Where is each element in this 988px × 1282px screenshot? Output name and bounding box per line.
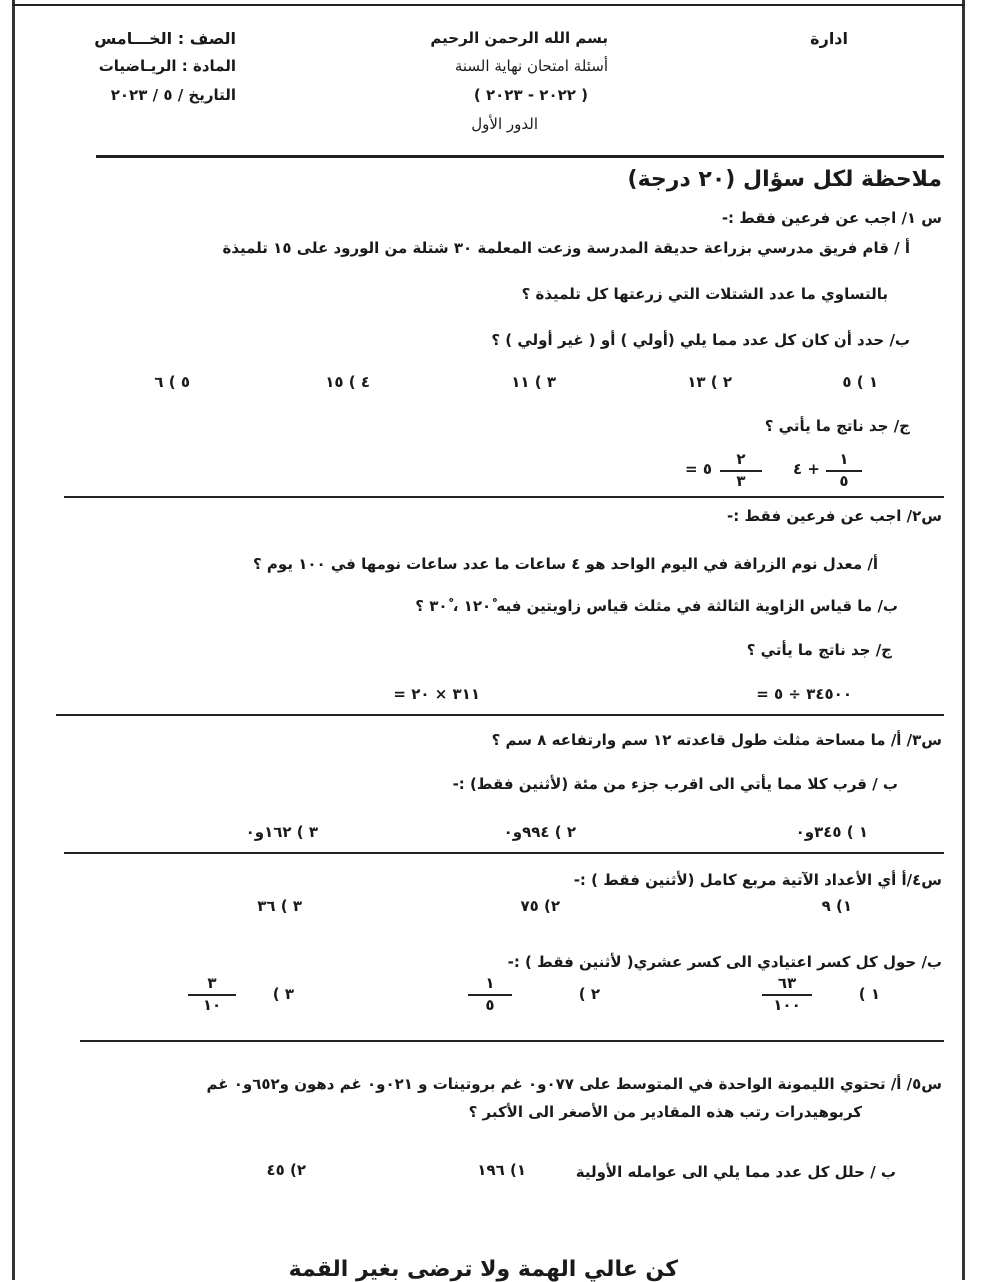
q1-b: ب/ حدد أن كان كل عدد مما يلي (أولي ) أو ( غير أولي ) ؟ <box>491 331 910 349</box>
left-border <box>12 0 15 1280</box>
subject-label: المادة : الريـاضيات <box>98 57 236 75</box>
q2-divider <box>56 714 944 716</box>
q1-b-item-1: ١ ) ٥ <box>842 373 878 391</box>
q4-a-item-3: ٣ ) ٣٦ <box>257 897 302 915</box>
q1-c-f2-denominator: ٣ <box>736 471 746 490</box>
q1-a-line1: أ / قام فريق مدرسي بزراعة حديقة المدرسة وزعت المعلمة ٣٠ شتلة من الورود على ١٥ تلميذة <box>222 239 910 257</box>
q2-heading: س٢/ اجب عن فرعين فقط :- <box>727 507 942 525</box>
grading-note: ملاحظة لكل سؤال (٢٠ درجة) <box>627 167 942 192</box>
date-label: التاريخ / ٥ / ٢٠٢٣ <box>110 86 236 104</box>
q1-c-fraction-1 <box>826 452 862 490</box>
q4-a-item-1: ١) ٩ <box>821 897 852 915</box>
q4-b-f1-numerator: ٦٣ <box>777 974 797 992</box>
q4-b-item-3-label: ٣ ) <box>272 985 294 1003</box>
q4-b-f2-numerator: ١ <box>485 974 495 992</box>
q5-a-line1: س٥/ أ/ تحتوي الليمونة الواحدة في المتوسط على ٠٧٧و٠ غم بروتينات و ٠٢١و٠ غم دهون و٦٥٢و٠ غم <box>206 1075 942 1093</box>
q4-a: س٤/أ أي الأعداد الآتية مربع كامل (لأثنين فقط ) :- <box>573 871 942 889</box>
q3-b-item-2: ٢ ) ٩٩٤و٠ <box>503 823 576 841</box>
q3-b-item-3: ٣ ) ١٦٢و٠ <box>245 823 318 841</box>
q1-a-line2: بالتساوي ما عدد الشتلات التي زرعتها كل تلميذة ؟ <box>521 285 888 303</box>
q1-divider <box>64 496 944 498</box>
right-border <box>962 0 965 1280</box>
q2-b: ب/ ما قياس الزاوية الثالثة في مثلث قياس زاويتين فيه ١٢٠ْ ، ٣٠ْ ؟ <box>415 597 898 615</box>
q1-heading: س ١/ اجب عن فرعين فقط :- <box>721 209 942 227</box>
exam-round: الدور الأول <box>471 115 538 133</box>
q5-b: ب / حلل كل عدد مما يلي الى عوامله الأولية <box>575 1163 896 1181</box>
q4-b-fraction-3 <box>188 976 236 1014</box>
q1-b-item-3: ٣ ) ١١ <box>511 373 556 391</box>
basmala: بسم الله الرحمن الرحيم <box>430 29 608 47</box>
q1-b-item-5: ٥ ) ٦ <box>154 373 190 391</box>
q3-b-item-1: ١ ) ٣٤٥و٠ <box>795 823 868 841</box>
q3-b: ب / قرب كلا مما يأتي الى اقرب جزء من مئة (لأثنين فقط) :- <box>452 775 898 793</box>
q5-b-item-2: ٢) ٤٥ <box>266 1161 306 1179</box>
q1-c-f1-denominator: ٥ <box>839 471 849 490</box>
q4-b-item-2-label: ٢ ) <box>578 985 600 1003</box>
q4-a-item-2: ٢) ٧٥ <box>520 897 560 915</box>
q5-b-item-1: ١) ١٩٦ <box>477 1161 526 1179</box>
exam-year: ( ٢٠٢٢ - ٢٠٢٣ ) <box>473 86 588 104</box>
q2-c: ج/ جد ناتج ما يأتي ؟ <box>746 641 892 659</box>
q1-c-tail: ٥ = <box>685 460 712 478</box>
q1-c-f1-numerator: ١ <box>839 450 849 468</box>
q5-a-line2: كربوهيدرات رتب هذه المقادير من الأصغر الى الأكبر ؟ <box>468 1103 862 1121</box>
q1-b-item-4: ٤ ) ١٥ <box>325 373 370 391</box>
q3-divider <box>64 852 944 854</box>
q1-c-fraction-2 <box>720 452 762 490</box>
exam-title: أسئلة امتحان نهاية السنة <box>454 57 608 75</box>
q1-b-item-2: ٢ ) ١٣ <box>687 373 732 391</box>
q4-b-f3-denominator: ١٠ <box>202 995 222 1014</box>
q3-a: س٣/ أ/ ما مساحة مثلث طول قاعدته ١٢ سم وارتفاعه ٨ سم ؟ <box>491 731 942 749</box>
administration-label: ادارة <box>810 29 848 48</box>
q4-b-f3-numerator: ٣ <box>207 974 217 992</box>
q2-c-expr-2: ٣١١ × ٢٠ = <box>393 685 480 703</box>
q1-c-operator: + ٤ <box>793 460 820 478</box>
header-divider <box>96 155 944 158</box>
q1-c-f2-numerator: ٢ <box>736 450 746 468</box>
q2-a: أ/ معدل نوم الزرافة في اليوم الواحد هو ٤ ساعات ما عدد ساعات نومها في ١٠٠ يوم ؟ <box>253 555 878 573</box>
q4-divider <box>80 1040 944 1042</box>
q4-b-f1-denominator: ١٠٠ <box>773 995 801 1014</box>
grade-label: الصف : الخـــامس <box>94 29 236 48</box>
q2-c-expr-1: ٣٤٥٠٠ ÷ ٥ = <box>756 685 852 703</box>
q4-b-item-1-label: ١ ) <box>858 985 880 1003</box>
q4-b: ب/ حول كل كسر اعتيادي الى كسر عشري( لأثنين فقط ) :- <box>507 953 942 971</box>
q4-b-fraction-2 <box>468 976 512 1014</box>
top-border <box>12 4 965 6</box>
footer-motto: كن عالي الهمة ولا ترضى بغير القمة <box>288 1257 678 1282</box>
q4-b-f2-denominator: ٥ <box>485 995 495 1014</box>
q1-c: ج/ جد ناتج ما يأتي ؟ <box>764 417 910 435</box>
q4-b-fraction-1 <box>762 976 812 1014</box>
